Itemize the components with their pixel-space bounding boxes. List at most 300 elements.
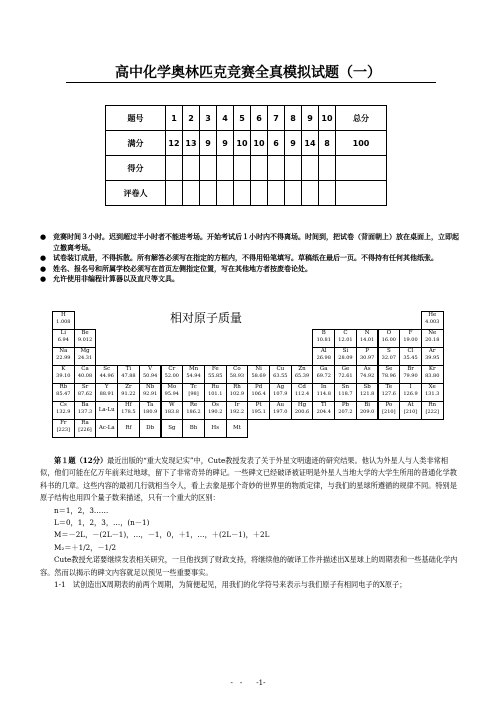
full-score: 6: [268, 131, 285, 156]
element-cell-cd: [291, 383, 314, 402]
formula-n: n＝1，2，3……: [54, 505, 109, 515]
rule-item: [40, 274, 460, 285]
element-mass: 186.2: [186, 409, 201, 415]
element-mass: 32.07: [381, 355, 396, 361]
element-symbol: Ni: [255, 366, 262, 372]
element-cell-ge: [334, 365, 357, 384]
element-mass: 65.39: [294, 373, 310, 379]
element-mass: 127.6: [381, 391, 396, 397]
question-subpart: 1-1 试创造出X周期表的前两个周期，为简便起见，用我们的化学符号来表示与我们原子有相同电子的X原子；: [54, 580, 407, 590]
element-symbol: La-Lu: [98, 407, 115, 413]
element-mass: 107.9: [273, 391, 288, 397]
element-symbol: Al: [320, 348, 327, 354]
element-cell-s: [378, 347, 401, 366]
grader-cell: [319, 181, 336, 206]
grader-cell: [166, 181, 183, 206]
element-cell-as: [356, 365, 379, 384]
element-cell-ru: [204, 383, 227, 402]
score-row-full: [106, 131, 387, 156]
question-number: 9: [302, 106, 319, 131]
element-cell-na: [52, 347, 75, 366]
question-paragraph: Cute教授允诺要继续发表相关研究，一旦他找到了财政支持，将继续他的破译工作并描述出X星球上的周期表和一些基础化学内容。然而以揭示的碑文内容就足以预见一些重要事实。: [40, 555, 458, 577]
element-symbol: Pt: [255, 402, 262, 408]
element-cell-sb: [356, 383, 379, 402]
element-mass: 106.4: [251, 391, 266, 397]
element-cell-os: [204, 401, 227, 420]
element-cell-sr: [74, 383, 97, 402]
title-underline: [66, 82, 436, 83]
element-cell-xe: [421, 383, 444, 402]
element-mass: 180.9: [142, 409, 158, 415]
bullet-icon: ●: [40, 254, 47, 262]
element-cell-hg: [291, 401, 314, 420]
element-mass: 102.9: [229, 391, 245, 397]
element-symbol: Os: [211, 402, 219, 408]
element-mass: 83.80: [425, 373, 440, 379]
element-symbol: Rh: [233, 384, 241, 390]
element-symbol: Zn: [298, 366, 306, 372]
element-cell-ti: [117, 365, 140, 384]
question-number: 10: [319, 106, 336, 131]
element-mass: 28.09: [338, 355, 353, 361]
element-symbol: Rf: [125, 425, 132, 431]
element-symbol: Ir: [234, 402, 240, 408]
question-paragraph: 最近出版的“重大发现记实”中，Cute教授发表了关于外星文明遗迹的研究结果。他认为外星人与人类非常相似，他们可能在亿万年前来过地球，留下了非常奇异的碑记。一些碑文已经破译被证明是外星人当地大学的大学生所用的普通化学教科书的几章。这些内容的最初几行就相当令人，看上去象是那个奇妙的世界里的物质定律，与我们的星球所遵循的规律不同。特别是原子结构也用四个量子数来描述，只有一个重大的区别：: [40, 456, 457, 503]
question-number: 2: [183, 106, 200, 131]
element-symbol: Hs: [211, 425, 220, 431]
question-number: 3: [200, 106, 217, 131]
element-cell-b: [312, 329, 335, 348]
element-mass: [210]: [403, 409, 418, 415]
element-cell-mg: [74, 347, 97, 366]
element-symbol: N: [364, 330, 370, 336]
element-symbol: Pb: [341, 402, 350, 408]
element-cell-ag: [269, 383, 292, 402]
element-cell-tc: [182, 383, 205, 402]
element-cell-rf: [117, 419, 140, 438]
grader-cell: [217, 181, 234, 206]
element-symbol: H: [60, 312, 66, 318]
element-mass: [210]: [382, 409, 396, 415]
full-score: 9: [285, 131, 302, 156]
element-symbol: Li: [60, 330, 67, 336]
element-mass: 22.99: [56, 355, 71, 361]
formula-m: M＝－2L，－(2L－1)，…，－1，0，＋1，…，＋(2L－1)，＋2L: [54, 530, 270, 540]
formula-ms: M₂＝＋1/2，－1/2: [54, 542, 117, 552]
element-mass: 91.22: [121, 391, 136, 397]
element-cell-n: [356, 329, 379, 348]
rule-item: [40, 232, 460, 253]
rule-text: 试卷装订成册，不得拆散。所有解答必须写在指定的方框内，不得用铅笔填写。草稿纸在最后一页。不得持有任何其他纸张。: [53, 254, 438, 262]
element-symbol: Cd: [298, 384, 306, 390]
element-symbol: Ga: [319, 366, 328, 372]
element-mass: 112.4: [294, 391, 310, 397]
element-cell-bh: [182, 419, 205, 438]
score-cell: [285, 156, 302, 181]
element-cell-o: [378, 329, 401, 348]
element-symbol: Hg: [297, 402, 307, 408]
element-cell-ba: [74, 401, 97, 420]
score-row-header: [106, 106, 387, 131]
element-symbol: Sc: [103, 366, 111, 372]
element-mass: 200.6: [294, 409, 310, 415]
element-mass: 131.3: [425, 391, 440, 397]
element-cell-ir: [226, 401, 249, 420]
element-symbol: Ba: [81, 402, 89, 408]
question-number: 1: [166, 106, 183, 131]
element-symbol: Mt: [233, 425, 241, 431]
element-symbol: Y: [104, 384, 109, 390]
element-cell-mn: [182, 365, 205, 384]
element-symbol: Tc: [190, 384, 197, 390]
element-symbol: Ta: [146, 402, 154, 408]
score-table: [105, 105, 387, 206]
grader-cell: [302, 181, 319, 206]
element-cell-p: [356, 347, 379, 366]
element-cell-po: [378, 401, 401, 420]
element-symbol: Sn: [341, 384, 350, 390]
grader-cell: [285, 181, 302, 206]
element-cell-h: [52, 311, 75, 330]
total-label: 总分: [336, 106, 387, 131]
element-symbol: Bh: [189, 425, 198, 431]
element-cell-bi: [356, 401, 379, 420]
element-cell-re: [182, 401, 205, 420]
element-cell-ni: [247, 365, 270, 384]
element-mass: [222]: [425, 409, 439, 415]
element-cell-ca: [74, 365, 97, 384]
question-number: 5: [234, 106, 251, 131]
question-body: [40, 455, 460, 591]
question-label: 第１题（12分）: [54, 456, 108, 465]
full-score: 14: [302, 131, 319, 156]
element-cell-tl: [312, 401, 335, 420]
element-symbol: Br: [407, 366, 414, 372]
element-symbol: Na: [59, 348, 68, 354]
score-label: 得分: [106, 156, 166, 181]
rule-item: [40, 264, 460, 275]
element-mass: 19.00: [403, 337, 418, 343]
element-symbol: Si: [342, 348, 349, 354]
page-title: 高中化学奥林匹克竞赛全真模拟试题（一）: [115, 65, 381, 81]
element-mass: 195.1: [251, 409, 266, 415]
score-cell: [302, 156, 319, 181]
element-cell-db: [139, 419, 162, 438]
element-mass: 72.61: [338, 373, 353, 379]
element-cell-be: [74, 329, 97, 348]
element-mass: [98]: [188, 391, 199, 397]
element-cell-hs: [204, 419, 227, 438]
element-cell-co: [226, 365, 249, 384]
periodic-table: [52, 311, 443, 439]
grader-cell: [200, 181, 217, 206]
element-symbol: Ru: [211, 384, 220, 390]
element-mass: 44.96: [99, 373, 114, 379]
element-symbol: Mg: [80, 348, 90, 354]
element-symbol: Rn: [428, 402, 437, 408]
element-symbol: Sb: [363, 384, 371, 390]
element-symbol: Kr: [428, 366, 436, 372]
element-mass: 121.8: [359, 391, 375, 397]
element-cell-he: [421, 311, 444, 330]
element-cell-ar: [421, 347, 444, 366]
element-mass: 85.47: [56, 391, 71, 397]
score-header-label: 题号: [106, 106, 166, 131]
element-cell-al: [312, 347, 335, 366]
element-symbol: Ge: [341, 366, 350, 372]
element-cell-pt: [247, 401, 270, 420]
element-cell-pb: [334, 401, 357, 420]
element-cell-f: [399, 329, 422, 348]
element-symbol: In: [320, 384, 327, 390]
rule-text: 姓名、报名号和所属学校必须写在首页左侧指定位置，写在其他地方者按废卷论处。: [53, 264, 312, 273]
element-symbol: C: [343, 330, 348, 336]
element-symbol: V: [148, 366, 153, 372]
score-cell: [217, 156, 234, 181]
score-cell: [183, 156, 200, 181]
element-cell-y: [95, 383, 118, 402]
element-cell-se: [378, 365, 401, 384]
element-cell-ne: [421, 329, 444, 348]
element-symbol: Rb: [59, 384, 68, 390]
element-symbol: Fr: [60, 420, 67, 426]
element-symbol: Po: [385, 402, 393, 408]
element-symbol: F: [408, 330, 413, 336]
element-symbol: Re: [189, 402, 198, 408]
element-cell-cr: [161, 365, 184, 384]
element-symbol: K: [61, 366, 66, 372]
element-mass: 6.94: [57, 337, 69, 343]
element-cell-cl: [399, 347, 422, 366]
element-mass: 95.94: [164, 391, 179, 397]
rule-text: 竞赛时间３小时。迟到超过半小时者不能进考场。开始考试后１小时内不得离场。时间到，把试卷（背面朝上）放在桌面上，立即起立撤离考场。: [53, 233, 459, 252]
element-mass: 35.45: [403, 355, 418, 361]
element-cell-at: [399, 401, 422, 420]
element-cell-sg: [161, 419, 184, 438]
element-cell-cu: [269, 365, 292, 384]
element-cell-br: [399, 365, 422, 384]
score-total-cell: [336, 156, 387, 181]
element-mass: 47.88: [121, 373, 136, 379]
element-mass: 79.90: [403, 373, 418, 379]
element-mass: 118.7: [338, 391, 353, 397]
element-cell-fr: [52, 419, 75, 438]
score-cell: [319, 156, 336, 181]
element-mass: 10.81: [316, 337, 331, 343]
element-mass: [226]: [78, 427, 92, 433]
element-mass: 114.8: [316, 391, 331, 397]
element-mass: 101.1: [208, 391, 223, 397]
element-cell-fe: [204, 365, 227, 384]
exam-rules: [40, 232, 460, 285]
element-cell-k: [52, 365, 75, 384]
bullet-icon: ●: [40, 233, 47, 241]
element-symbol: Sr: [81, 384, 89, 390]
element-mass: 209.0: [359, 409, 375, 415]
element-cell-c: [334, 329, 357, 348]
rule-text: 允许使用非编程计算器以及直尺等文具。: [53, 275, 179, 283]
element-symbol: At: [407, 402, 414, 408]
element-mass: 126.9: [403, 391, 418, 397]
element-symbol: Tl: [321, 402, 327, 408]
element-symbol: Xe: [428, 384, 436, 390]
element-mass: 24.31: [77, 355, 93, 361]
element-mass: 63.55: [273, 373, 288, 379]
element-mass: 54.94: [186, 373, 201, 379]
element-cell-ta: [139, 401, 162, 420]
full-score-label: 满分: [106, 131, 166, 156]
grader-cell: [268, 181, 285, 206]
element-mass: 78.96: [381, 373, 396, 379]
bullet-icon: ●: [40, 275, 47, 283]
full-score: 13: [183, 131, 200, 156]
full-total: 100: [336, 131, 387, 156]
element-mass: 52.00: [164, 373, 179, 379]
element-cell-in: [312, 383, 335, 402]
grader-label: 评卷人: [106, 181, 166, 206]
element-mass: 58.69: [251, 373, 266, 379]
element-mass: 132.9: [56, 409, 71, 415]
element-cell-v: [139, 365, 162, 384]
element-symbol: As: [363, 366, 371, 372]
element-symbol: Cs: [59, 402, 67, 408]
grader-cell: [234, 181, 251, 206]
element-symbol: Mo: [167, 384, 177, 390]
element-mass: 183.8: [164, 409, 179, 415]
element-mass: [223]: [56, 427, 71, 433]
element-cell-la-lu: [95, 401, 118, 420]
question-number: 7: [268, 106, 285, 131]
element-cell-rh: [226, 383, 249, 402]
element-cell-ga: [312, 365, 335, 384]
formula-l: L＝0，1，2，3，…，(n－1): [54, 518, 150, 528]
full-score: 8: [319, 131, 336, 156]
element-symbol: Cu: [276, 366, 285, 372]
element-cell-zr: [117, 383, 140, 402]
element-symbol: Nb: [145, 384, 155, 390]
score-row-grader: [106, 181, 387, 206]
element-cell-zn: [291, 365, 314, 384]
element-symbol: Co: [233, 366, 241, 372]
element-cell-mo: [161, 383, 184, 402]
element-mass: 12.01: [338, 337, 353, 343]
element-symbol: Pd: [255, 384, 263, 390]
full-score: 12: [166, 131, 183, 156]
element-symbol: Hf: [125, 402, 132, 408]
score-cell: [268, 156, 285, 181]
element-symbol: Ag: [276, 384, 285, 390]
question-number: 4: [217, 106, 234, 131]
element-mass: 69.72: [316, 373, 331, 379]
element-cell-nb: [139, 383, 162, 402]
element-cell-kr: [421, 365, 444, 384]
element-mass: 88.91: [99, 391, 114, 397]
score-cell: [251, 156, 268, 181]
element-mass: 87.62: [77, 391, 93, 397]
element-symbol: Db: [146, 425, 155, 431]
element-mass: 1.008: [56, 319, 71, 325]
element-mass: 137.3: [77, 409, 93, 415]
score-cell: [200, 156, 217, 181]
element-mass: 55.85: [208, 373, 223, 379]
element-cell-sn: [334, 383, 357, 402]
element-cell-au: [269, 401, 292, 420]
element-symbol: Fe: [211, 366, 219, 372]
element-cell-rb: [52, 383, 75, 402]
element-symbol: Ne: [428, 330, 437, 336]
element-cell-i: [399, 383, 422, 402]
element-mass: 39.10: [56, 373, 71, 379]
periodic-table-title: 相对原子质量: [170, 311, 243, 325]
score-cell: [166, 156, 183, 181]
element-symbol: I: [409, 384, 412, 390]
element-mass: 58.93: [229, 373, 245, 379]
element-cell-pd: [247, 383, 270, 402]
element-symbol: W: [169, 402, 175, 408]
element-mass: 9.012: [77, 337, 93, 343]
element-cell-li: [52, 329, 75, 348]
element-mass: 16.00: [381, 337, 396, 343]
element-cell-ac-la: [95, 419, 118, 438]
full-score: 10: [234, 131, 251, 156]
element-symbol: B: [321, 330, 326, 336]
grader-total-cell: [336, 181, 387, 206]
element-cell-si: [334, 347, 357, 366]
full-score: 9: [217, 131, 234, 156]
element-cell-mt: [226, 419, 249, 438]
question-number: 8: [285, 106, 302, 131]
element-symbol: Ca: [81, 366, 89, 372]
full-score: 9: [200, 131, 217, 156]
element-mass: 192.2: [229, 409, 245, 415]
grader-cell: [183, 181, 200, 206]
element-symbol: Zr: [125, 384, 132, 390]
element-mass: 40.08: [77, 373, 93, 379]
element-symbol: Ti: [125, 366, 132, 372]
element-symbol: Be: [81, 330, 89, 336]
element-symbol: Ar: [428, 348, 436, 354]
element-mass: 30.97: [359, 355, 375, 361]
element-symbol: Mn: [188, 366, 199, 372]
element-symbol: Sg: [168, 425, 176, 431]
element-symbol: Cl: [407, 348, 414, 354]
element-cell-w: [161, 401, 184, 420]
element-cell-rn: [421, 401, 444, 420]
element-mass: 178.5: [121, 409, 136, 415]
element-mass: 190.2: [208, 409, 223, 415]
element-symbol: Au: [276, 402, 285, 408]
element-symbol: P: [365, 348, 369, 354]
element-cell-sc: [95, 365, 118, 384]
element-mass: 197.0: [273, 409, 288, 415]
element-symbol: Se: [385, 366, 393, 372]
element-symbol: Te: [385, 384, 393, 390]
element-mass: 4.003: [425, 319, 440, 325]
element-symbol: He: [428, 312, 437, 318]
element-symbol: O: [386, 330, 392, 336]
element-cell-hf: [117, 401, 140, 420]
grader-cell: [251, 181, 268, 206]
element-cell-te: [378, 383, 401, 402]
full-score: 10: [251, 131, 268, 156]
page-footer: - - -1-: [230, 679, 266, 687]
element-symbol: S: [386, 348, 391, 354]
element-symbol: Ra: [81, 420, 89, 426]
question-number: 6: [251, 106, 268, 131]
bullet-icon: ●: [40, 264, 47, 273]
element-mass: 74.92: [359, 373, 375, 379]
element-symbol: Ac-La: [98, 425, 115, 431]
